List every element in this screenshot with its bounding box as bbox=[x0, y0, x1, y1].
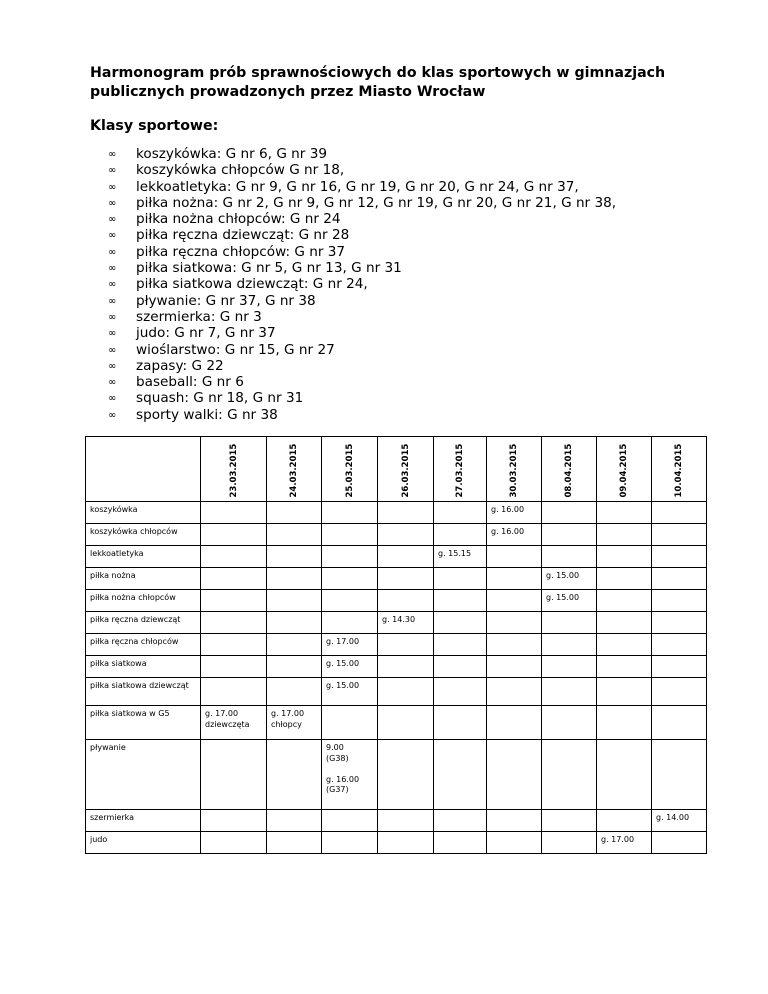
schedule-cell bbox=[434, 832, 487, 854]
list-item-text: szermierka: G nr 3 bbox=[136, 308, 262, 325]
sport-name-cell: piłka siatkowa w G5 bbox=[86, 706, 201, 740]
sport-name-cell: koszykówka chłopców bbox=[86, 524, 201, 546]
schedule-cell bbox=[201, 832, 267, 854]
list-item bbox=[108, 260, 616, 276]
schedule-cell bbox=[434, 706, 487, 740]
schedule-cell bbox=[434, 524, 487, 546]
list-item bbox=[108, 309, 616, 325]
list-item-text: piłka ręczna dziewcząt: G nr 28 bbox=[136, 227, 350, 244]
schedule-cell bbox=[487, 740, 542, 810]
schedule-cell bbox=[434, 590, 487, 612]
list-item-text: pływanie: G nr 37, G nr 38 bbox=[136, 292, 316, 309]
schedule-cell bbox=[597, 634, 652, 656]
infinity-bullet-icon: ∞ bbox=[108, 393, 117, 405]
infinity-bullet-icon: ∞ bbox=[108, 311, 117, 323]
list-item bbox=[108, 342, 616, 358]
schedule-cell bbox=[322, 568, 378, 590]
list-item-text: baseball: G nr 6 bbox=[136, 374, 244, 391]
schedule-cell bbox=[267, 740, 322, 810]
schedule-cell bbox=[378, 568, 434, 590]
schedule-cell bbox=[322, 590, 378, 612]
schedule-cell bbox=[322, 810, 378, 832]
schedule-cell bbox=[378, 810, 434, 832]
sport-name-cell: judo bbox=[86, 832, 201, 854]
schedule-cell: g. 17.00 bbox=[322, 634, 378, 656]
schedule-cell bbox=[201, 656, 267, 678]
schedule-cell: g. 15.00 bbox=[542, 568, 597, 590]
schedule-cell bbox=[267, 524, 322, 546]
schedule-cell bbox=[652, 612, 707, 634]
list-item bbox=[108, 390, 616, 406]
schedule-cell: g. 15.00 bbox=[542, 590, 597, 612]
schedule-cell: g. 15.00 bbox=[322, 678, 378, 706]
list-item bbox=[108, 211, 616, 227]
list-item-text: piłka siatkowa dziewcząt: G nr 24, bbox=[136, 276, 368, 293]
schedule-cell bbox=[322, 502, 378, 524]
list-item-text: piłka siatkowa: G nr 5, G nr 13, G nr 31 bbox=[136, 260, 402, 277]
schedule-cell bbox=[267, 502, 322, 524]
infinity-bullet-icon: ∞ bbox=[108, 165, 117, 177]
list-item bbox=[108, 179, 616, 195]
sport-name-cell: piłka siatkowa bbox=[86, 656, 201, 678]
schedule-cell bbox=[434, 678, 487, 706]
schedule-cell: g. 16.00 bbox=[487, 524, 542, 546]
schedule-cell bbox=[597, 740, 652, 810]
list-item-text: wioślarstwo: G nr 15, G nr 27 bbox=[136, 341, 335, 358]
schedule-cell bbox=[542, 634, 597, 656]
schedule-cell bbox=[487, 546, 542, 568]
sport-name-cell: piłka ręczna chłopców bbox=[86, 634, 201, 656]
schedule-cell bbox=[652, 546, 707, 568]
schedule-cell bbox=[434, 656, 487, 678]
table-row bbox=[86, 634, 707, 656]
schedule-cell bbox=[652, 524, 707, 546]
date-label: 08.04.2015 bbox=[563, 443, 574, 497]
schedule-cell bbox=[322, 612, 378, 634]
infinity-bullet-icon: ∞ bbox=[108, 295, 117, 307]
date-label: 23.03.2015 bbox=[228, 443, 239, 497]
schedule-cell bbox=[378, 546, 434, 568]
date-label: 26.03.2015 bbox=[400, 443, 411, 497]
list-item bbox=[108, 325, 616, 341]
schedule-cell bbox=[487, 612, 542, 634]
schedule-cell bbox=[201, 678, 267, 706]
schedule-cell bbox=[267, 546, 322, 568]
date-header bbox=[378, 437, 434, 502]
schedule-cell bbox=[652, 502, 707, 524]
table-row bbox=[86, 810, 707, 832]
list-item-text: sporty walki: G nr 38 bbox=[136, 406, 278, 423]
infinity-bullet-icon: ∞ bbox=[108, 263, 117, 275]
table-row bbox=[86, 524, 707, 546]
infinity-bullet-icon: ∞ bbox=[108, 279, 117, 291]
list-item bbox=[108, 162, 616, 178]
list-item-text: squash: G nr 18, G nr 31 bbox=[136, 390, 304, 407]
list-item bbox=[108, 146, 616, 162]
schedule-cell bbox=[267, 832, 322, 854]
schedule-cell bbox=[597, 568, 652, 590]
schedule-cell bbox=[201, 634, 267, 656]
schedule-cell bbox=[542, 524, 597, 546]
date-header bbox=[597, 437, 652, 502]
schedule-cell bbox=[542, 656, 597, 678]
table-row bbox=[86, 740, 707, 810]
schedule-cell bbox=[434, 502, 487, 524]
schedule-table bbox=[85, 436, 707, 854]
sport-name-cell: piłka ręczna dziewcząt bbox=[86, 612, 201, 634]
list-item-text: koszykówka chłopców G nr 18, bbox=[136, 162, 345, 179]
infinity-bullet-icon: ∞ bbox=[108, 149, 117, 160]
schedule-cell bbox=[322, 706, 378, 740]
date-header bbox=[487, 437, 542, 502]
schedule-cell bbox=[597, 612, 652, 634]
schedule-cell: g. 14.00 bbox=[652, 810, 707, 832]
schedule-cell bbox=[378, 524, 434, 546]
list-item-text: piłka ręczna chłopców: G nr 37 bbox=[136, 243, 346, 260]
schedule-cell bbox=[652, 706, 707, 740]
schedule-cell: g. 15.15 bbox=[434, 546, 487, 568]
infinity-bullet-icon: ∞ bbox=[108, 230, 117, 242]
schedule-cell bbox=[434, 634, 487, 656]
schedule-cell bbox=[378, 656, 434, 678]
schedule-cell bbox=[487, 590, 542, 612]
schedule-cell bbox=[597, 706, 652, 740]
list-item bbox=[108, 293, 616, 309]
list-item bbox=[108, 374, 616, 390]
schedule-cell bbox=[542, 612, 597, 634]
table-header-row bbox=[86, 437, 707, 502]
list-item-text: lekkoatletyka: G nr 9, G nr 16, G nr 19, G nr 20, G nr 24, G nr 37, bbox=[136, 178, 579, 195]
table-row bbox=[86, 706, 707, 740]
date-label: 27.03.2015 bbox=[454, 443, 465, 497]
list-item bbox=[108, 244, 616, 260]
schedule-cell bbox=[652, 740, 707, 810]
table-row bbox=[86, 568, 707, 590]
schedule-cell bbox=[487, 832, 542, 854]
schedule-cell bbox=[652, 832, 707, 854]
schedule-cell bbox=[652, 590, 707, 612]
schedule-cell: 9.00 (G38) g. 16.00 (G37) bbox=[322, 740, 378, 810]
schedule-cell bbox=[434, 568, 487, 590]
date-header bbox=[322, 437, 378, 502]
date-label: 09.04.2015 bbox=[618, 443, 629, 497]
schedule-cell bbox=[201, 502, 267, 524]
schedule-cell bbox=[201, 740, 267, 810]
infinity-bullet-icon: ∞ bbox=[108, 360, 117, 372]
schedule-cell bbox=[542, 740, 597, 810]
schedule-cell bbox=[542, 678, 597, 706]
schedule-cell bbox=[652, 634, 707, 656]
schedule-cell bbox=[267, 678, 322, 706]
infinity-bullet-icon: ∞ bbox=[108, 214, 117, 226]
date-header bbox=[652, 437, 707, 502]
schedule-cell bbox=[378, 706, 434, 740]
table-row bbox=[86, 656, 707, 678]
schedule-cell bbox=[378, 634, 434, 656]
date-header bbox=[542, 437, 597, 502]
schedule-cell bbox=[267, 810, 322, 832]
schedule-cell: g. 17.00 bbox=[597, 832, 652, 854]
infinity-bullet-icon: ∞ bbox=[108, 197, 117, 209]
infinity-bullet-icon: ∞ bbox=[108, 409, 117, 421]
schedule-cell bbox=[201, 524, 267, 546]
schedule-cell bbox=[597, 810, 652, 832]
schedule-cell bbox=[487, 656, 542, 678]
list-item bbox=[108, 195, 616, 211]
schedule-cell bbox=[542, 706, 597, 740]
list-item-text: piłka nożna: G nr 2, G nr 9, G nr 12, G nr 19, G nr 20, G nr 21, G nr 38, bbox=[136, 194, 617, 211]
infinity-bullet-icon: ∞ bbox=[108, 377, 117, 389]
schedule-cell bbox=[487, 706, 542, 740]
schedule-cell: g. 17.00 chłopcy bbox=[267, 706, 322, 740]
list-item bbox=[108, 227, 616, 243]
list-item bbox=[108, 358, 616, 374]
table-row bbox=[86, 832, 707, 854]
schedule-cell bbox=[267, 634, 322, 656]
document-title: Harmonogram prób sprawnościowych do klas sportowych w gimnazjach publicznych prowadzonych przez Miasto Wrocław bbox=[90, 65, 666, 100]
schedule-cell bbox=[542, 810, 597, 832]
sport-name-cell: piłka siatkowa dziewcząt bbox=[86, 678, 201, 706]
infinity-bullet-icon: ∞ bbox=[108, 344, 117, 356]
schedule-cell: g. 16.00 bbox=[487, 502, 542, 524]
schedule-cell bbox=[378, 740, 434, 810]
schedule-cell: g. 14.30 bbox=[378, 612, 434, 634]
date-header bbox=[434, 437, 487, 502]
schedule-cell bbox=[434, 740, 487, 810]
section-heading: Klasy sportowe: bbox=[90, 118, 219, 134]
list-item bbox=[108, 407, 616, 423]
schedule-cell bbox=[652, 568, 707, 590]
schedule-cell bbox=[201, 568, 267, 590]
table-row bbox=[86, 502, 707, 524]
sports-list bbox=[108, 146, 616, 423]
schedule-cell bbox=[378, 678, 434, 706]
sport-name-cell: lekkoatletyka bbox=[86, 546, 201, 568]
schedule-cell bbox=[487, 678, 542, 706]
date-label: 24.03.2015 bbox=[288, 443, 299, 497]
date-label: 30.03.2015 bbox=[508, 443, 519, 497]
schedule-cell bbox=[201, 590, 267, 612]
schedule-cell: g. 17.00 dziewczęta bbox=[201, 706, 267, 740]
schedule-cell bbox=[378, 590, 434, 612]
sport-name-cell: piłka nożna chłopców bbox=[86, 590, 201, 612]
table-row bbox=[86, 590, 707, 612]
sport-name-cell: koszykówka bbox=[86, 502, 201, 524]
schedule-cell: g. 15.00 bbox=[322, 656, 378, 678]
list-item-text: zapasy: G 22 bbox=[136, 357, 224, 374]
table-row bbox=[86, 612, 707, 634]
schedule-cell bbox=[201, 546, 267, 568]
schedule-cell bbox=[267, 656, 322, 678]
date-label: 25.03.2015 bbox=[344, 443, 355, 497]
schedule-cell bbox=[434, 612, 487, 634]
schedule-cell bbox=[487, 568, 542, 590]
schedule-cell bbox=[322, 832, 378, 854]
schedule-cell bbox=[267, 590, 322, 612]
schedule-cell bbox=[542, 546, 597, 568]
schedule-cell bbox=[652, 656, 707, 678]
schedule-cell bbox=[267, 612, 322, 634]
schedule-cell bbox=[322, 524, 378, 546]
schedule-cell bbox=[652, 678, 707, 706]
infinity-bullet-icon: ∞ bbox=[108, 181, 117, 193]
schedule-cell bbox=[378, 832, 434, 854]
corner-cell bbox=[86, 437, 201, 502]
schedule-cell bbox=[597, 590, 652, 612]
schedule-cell bbox=[597, 678, 652, 706]
schedule-cell bbox=[487, 810, 542, 832]
infinity-bullet-icon: ∞ bbox=[108, 246, 117, 258]
schedule-cell bbox=[434, 810, 487, 832]
schedule-cell bbox=[597, 656, 652, 678]
schedule-cell bbox=[597, 546, 652, 568]
table-row bbox=[86, 546, 707, 568]
schedule-cell bbox=[597, 524, 652, 546]
schedule-cell bbox=[542, 832, 597, 854]
schedule-cell bbox=[201, 612, 267, 634]
list-item-text: koszykówka: G nr 6, G nr 39 bbox=[136, 146, 328, 162]
date-label: 10.04.2015 bbox=[673, 443, 684, 497]
schedule-cell bbox=[597, 502, 652, 524]
sport-name-cell: szermierka bbox=[86, 810, 201, 832]
list-item-text: judo: G nr 7, G nr 37 bbox=[136, 325, 276, 342]
list-item-text: piłka nożna chłopców: G nr 24 bbox=[136, 211, 341, 228]
infinity-bullet-icon: ∞ bbox=[108, 328, 117, 340]
schedule-cell bbox=[267, 568, 322, 590]
schedule-cell bbox=[322, 546, 378, 568]
list-item bbox=[108, 276, 616, 292]
schedule-cell bbox=[201, 810, 267, 832]
sport-name-cell: piłka nożna bbox=[86, 568, 201, 590]
sport-name-cell: pływanie bbox=[86, 740, 201, 810]
schedule-cell bbox=[542, 502, 597, 524]
date-header bbox=[267, 437, 322, 502]
date-header bbox=[201, 437, 267, 502]
schedule-cell bbox=[378, 502, 434, 524]
table-row bbox=[86, 678, 707, 706]
schedule-cell bbox=[487, 634, 542, 656]
